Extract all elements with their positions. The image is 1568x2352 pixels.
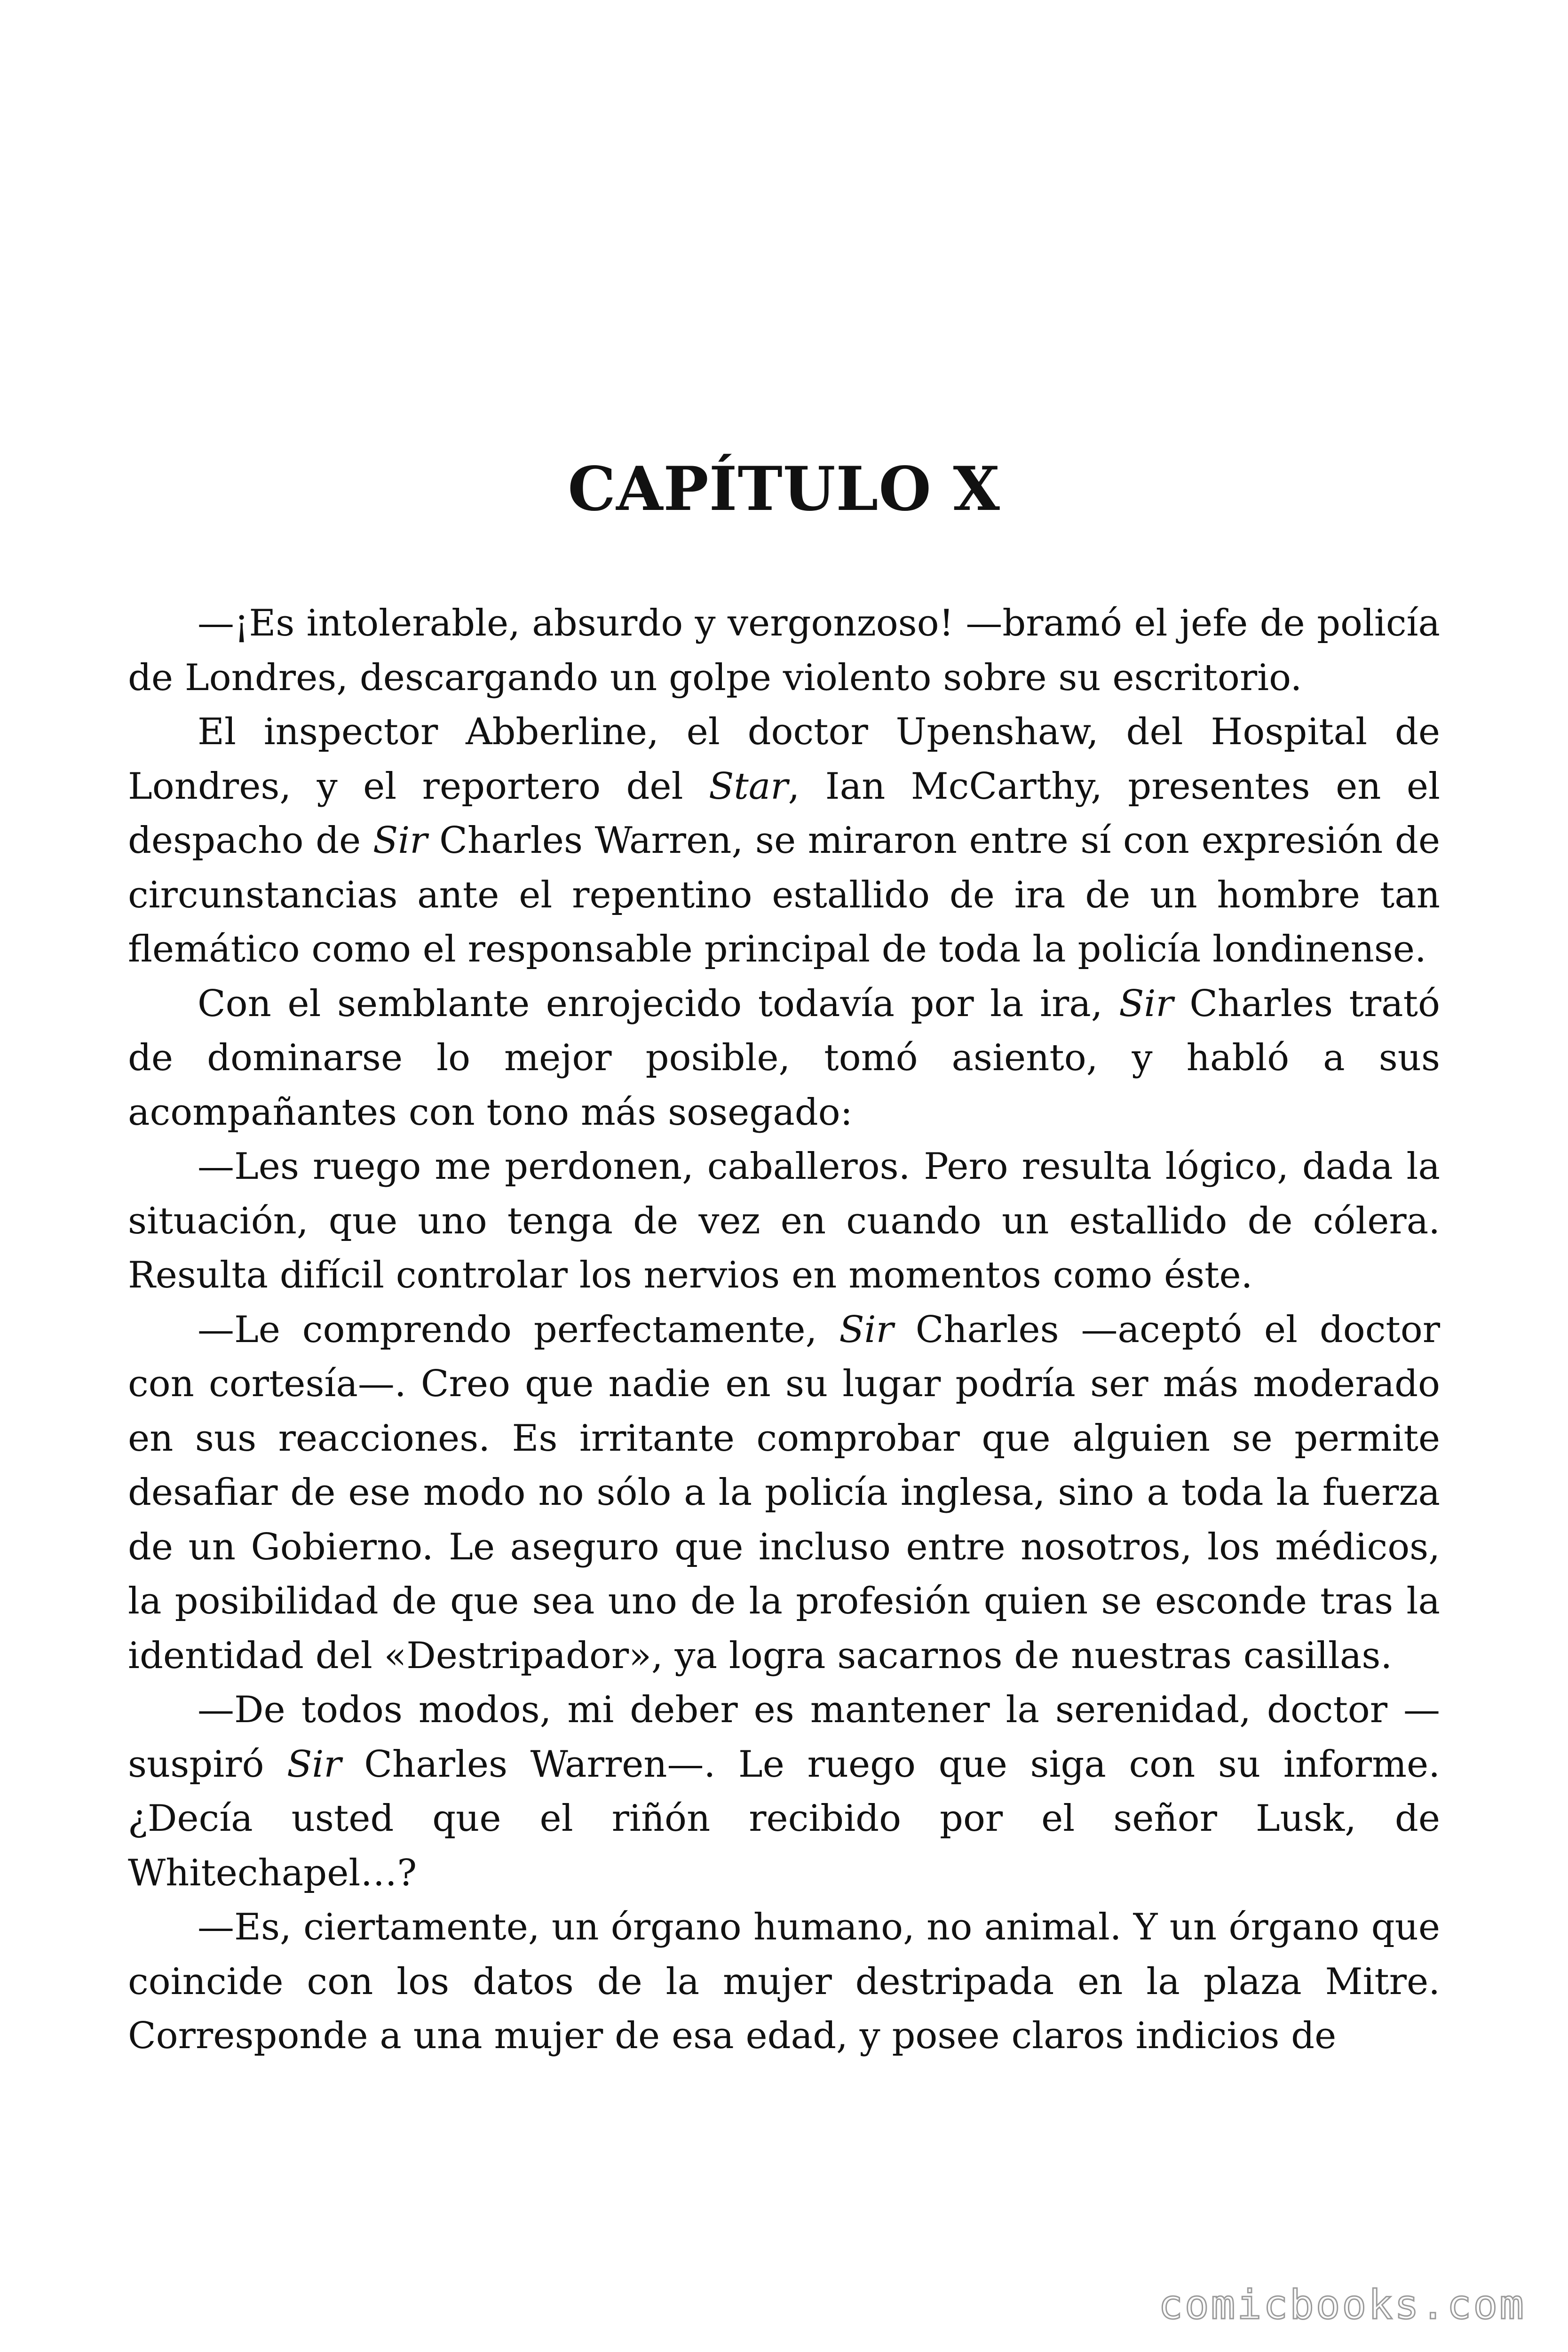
paragraph xyxy=(128,1900,1440,2064)
text-segment: , Ian McCarthy, presentes en el despacho de xyxy=(128,765,1441,862)
paragraph xyxy=(128,596,1440,705)
text-segment: Con el semblante enrojecido todavía por la ira, xyxy=(198,982,1119,1025)
italic-segment: Sir xyxy=(1119,982,1173,1025)
text-segment: —Le comprendo perfectamente, xyxy=(198,1308,839,1351)
text-segment: Charles Warren—. Le ruego que siga con su informe. ¿Decía usted que el riñón recibido por el señor Lusk, de Whitechapel…? xyxy=(128,1743,1440,1894)
chapter-title: CAPÍTULO X xyxy=(568,454,1000,524)
italic-segment: Sir xyxy=(372,819,428,862)
italic-segment: Star xyxy=(708,765,788,808)
text-segment: —Es, ciertamente, un órgano humano, no animal. Y un órgano que coincide con los datos de la mujer destripada en la plaza Mitre. Corresponde a una mujer de esa edad, y posee claros indicios de xyxy=(128,1906,1440,2057)
italic-segment: Sir xyxy=(839,1308,894,1351)
text-segment: —Les ruego me perdonen, caballeros. Pero resulta lógico, dada la situación, que uno tenga de vez en cuando un estallido de cólera. Resulta difícil controlar los nervios en momentos como éste. xyxy=(128,1145,1440,1296)
text-segment: Charles Warren, se miraron entre sí con expresión de circunstancias ante el repentino estallido de ira de un hombre tan flemático como el responsable principal de toda la policía londinense. xyxy=(128,819,1440,970)
paragraph xyxy=(128,1140,1440,1303)
paragraph xyxy=(128,1303,1440,1684)
text-segment: Charles trató de dominarse lo mejor posible, tomó asiento, y habló a sus acompañantes con tono más sosegado: xyxy=(128,982,1440,1134)
text-segment: Charles —aceptó el doctor con cortesía—. Creo que nadie en su lugar podría ser más moderado en sus reacciones. Es irritante comprobar que alguien se permite desafiar de ese modo no sólo a la policía inglesa, sino a toda la fuerza de un Gobierno. Le aseguro que incluso entre nosotros, los médicos, la posibilidad de que sea uno de la profesión quien se esconde tras la identidad del «Destripador», ya logra sacarnos de nuestras casillas. xyxy=(128,1308,1441,1677)
text-segment: —De todos modos, mi deber es mantener la serenidad, doctor —suspiró xyxy=(128,1689,1440,1786)
text-segment: El inspector Abberline, el doctor Upenshaw, del Hospital de Londres, y el reportero del xyxy=(128,711,1440,808)
paragraph xyxy=(128,977,1440,1140)
text-segment: —¡Es intolerable, absurdo y vergonzoso! —bramó el jefe de policía de Londres, descargando un golpe violento sobre su escritorio. xyxy=(128,602,1440,699)
italic-segment: Sir xyxy=(287,1743,341,1786)
chapter-body xyxy=(128,596,1440,2064)
paragraph xyxy=(128,1683,1440,1900)
paragraph xyxy=(128,705,1440,977)
watermark: comicbooks.com xyxy=(1158,2281,1526,2328)
